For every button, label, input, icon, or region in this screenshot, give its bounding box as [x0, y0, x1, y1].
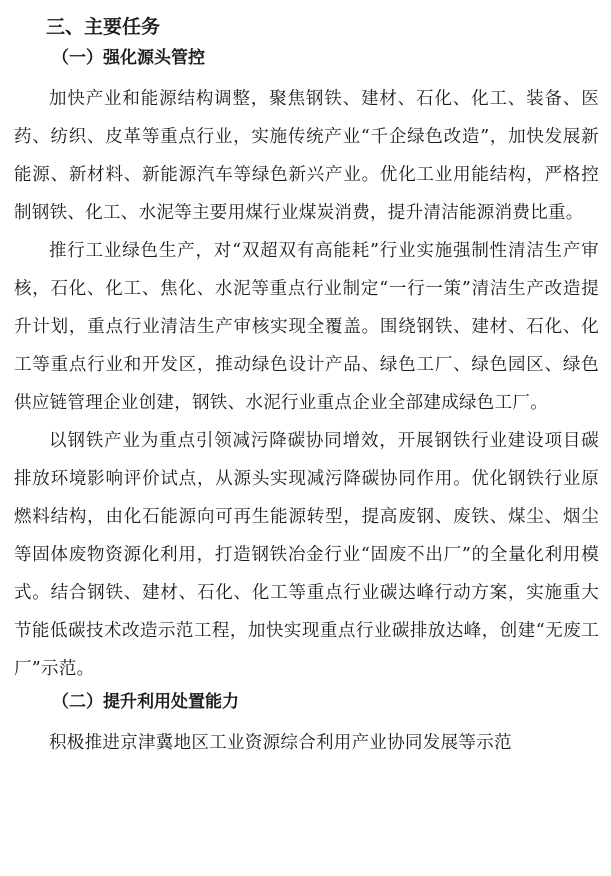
paragraph-1: 加快产业和能源结构调整，聚焦钢铁、建材、石化、化工、装备、医药、纺织、皮革等重点行业，实施传统产业“千企绿色改造”，加快发展新能源、新材料、新能源汽车等绿色新兴产业。优化工业用能结构，严格控制钢铁、化工、水泥等主要用煤行业煤炭消费，提升清洁能源消费比重。 — [14, 89, 599, 223]
paragraph-2: 推行工业绿色生产，对“双超双有高能耗”行业实施强制性清洁生产审核，石化、化工、焦化、水泥等重点行业制定“一行一策”清洁生产改造提升计划，重点行业清洁生产审核实现全覆盖。围绕钢铁、建材、石化、化工等重点行业和开发区，推动绿色设计产品、绿色工厂、绿色园区、绿色供应链管理企业创建，钢铁、水泥行业重点企业全部建成绿色工厂。 — [14, 241, 599, 413]
paragraph-4: 积极推进京津冀地区工业资源综合利用产业协同发展等示范 — [49, 733, 512, 753]
subsection-heading-2: （二）提升利用处置能力 — [52, 692, 239, 712]
subsection-heading-1: （一）强化源头管控 — [52, 48, 205, 68]
paragraph-3: 以钢铁产业为重点引领减污降碳协同增效，开展钢铁行业建设项目碳排放环境影响评价试点，从源头实现减污降碳协同作用。优化钢铁行业原燃料结构，由化石能源向可再生能源转型，提高废钢、废铁、煤尘、烟尘等固体废物资源化利用，打造钢铁冶金行业“固废不出厂”的全量化利用模式。结合钢铁、建材、石化、化工等重点行业碳达峰行动方案，实施重大节能低碳技术改造示范工程，加快实现重点行业碳排放达峰，创建“无废工厂”示范。 — [14, 431, 599, 679]
section-heading: 三、主要任务 — [46, 16, 161, 38]
